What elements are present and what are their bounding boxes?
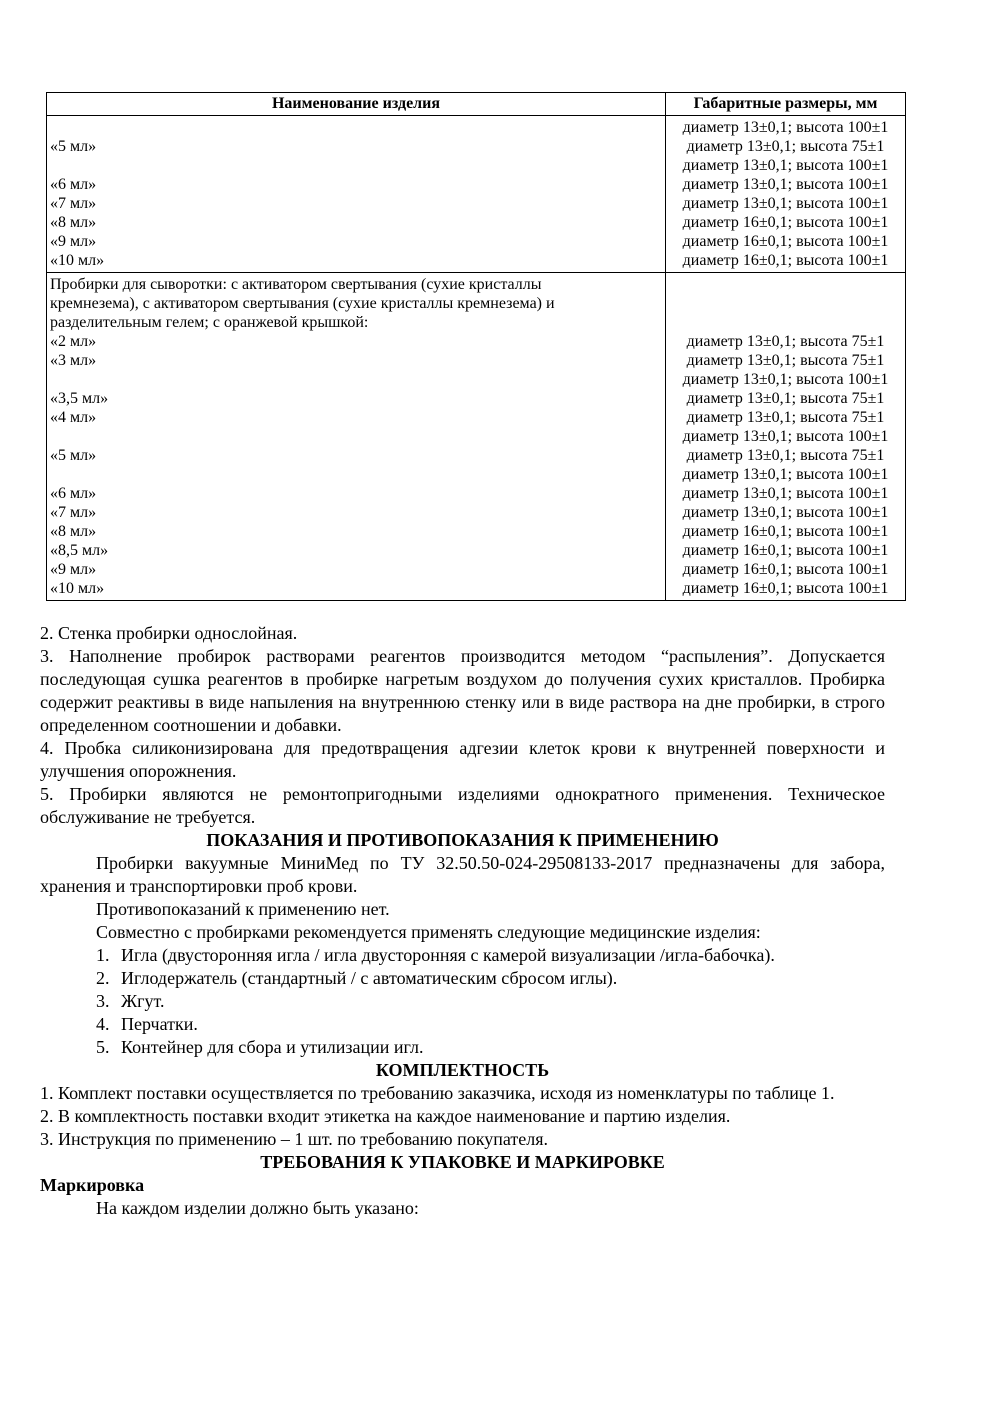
completeness-item-1: 1. Комплект поставки осуществляется по требованию заказчика, исходя из номенклатуры по таблице 1. xyxy=(40,1083,835,1103)
product-dimension-value: диаметр 16±0,1; высота 100±1 xyxy=(682,580,889,597)
product-volume-label: «6 мл» xyxy=(50,176,97,193)
product-volume-label: «8 мл» xyxy=(50,214,97,231)
companion-device-item xyxy=(96,990,885,1013)
product-volume-label: «3 мл» xyxy=(50,352,97,369)
product-volume-label: «6 мл» xyxy=(50,485,97,502)
packaging-heading: ТРЕБОВАНИЯ К УПАКОВКЕ И МАРКИРОВКЕ xyxy=(260,1152,665,1172)
product-dimension-value: диаметр 16±0,1; высота 100±1 xyxy=(682,542,889,559)
description-line: кремнезема), с активатором свертывания (сухие кристаллы кремнезема) и xyxy=(50,295,555,312)
product-dimension-value: диаметр 16±0,1; высота 100±1 xyxy=(682,233,889,250)
indications-contra: Противопоказаний к применению нет. xyxy=(96,899,390,919)
section1-sizes-column xyxy=(666,116,905,272)
product-dimension-value: диаметр 13±0,1; высота 75±1 xyxy=(686,409,885,426)
section2-sizes-column xyxy=(666,273,905,600)
table-section-1 xyxy=(47,116,905,272)
product-dimension-value: диаметр 13±0,1; высота 100±1 xyxy=(682,466,889,483)
table-header-dimensions: Габаритные размеры, мм xyxy=(693,95,878,112)
product-dimension-value: диаметр 13±0,1; высота 100±1 xyxy=(682,195,889,212)
product-dimension-value: диаметр 13±0,1; высота 75±1 xyxy=(686,138,885,155)
product-volume-label: «8,5 мл» xyxy=(50,542,109,559)
product-volume-label xyxy=(50,427,659,446)
note-stopper: 4. Пробка силиконизирована для предотвращения адгезии клеток крови к внутренней поверхности и улучшения опорожнения. xyxy=(40,738,885,781)
product-dimension-value: диаметр 13±0,1; высота 100±1 xyxy=(682,157,889,174)
product-volume-label: «9 мл» xyxy=(50,233,97,250)
completeness-heading: КОМПЛЕКТНОСТЬ xyxy=(375,1060,550,1080)
product-volume-label: «10 мл» xyxy=(50,580,105,597)
marking-subheading: Маркировка xyxy=(40,1175,145,1195)
section2-size-list xyxy=(668,332,903,598)
serum-tubes-description xyxy=(50,275,659,332)
companion-device-item xyxy=(96,944,885,967)
note-filling: 3. Наполнение пробирок растворами реагентов производится методом “распыления”. Допускается последующая сушка реагентов в пробирке нагретым воздухом до получения сухих кристаллов. Пробирка содержит реактивы в виде напыления на внутреннюю стенку или в виде раствора на дне пробирки, в строго определенном соотношении и добавки. xyxy=(40,646,885,735)
completeness-item-2: 2. В комплектность поставки входит этикетка на каждое наименование и партию изделия. xyxy=(40,1106,731,1126)
product-volume-label: «4 мл» xyxy=(50,409,97,426)
product-volume-label: «3,5 мл» xyxy=(50,390,109,407)
product-dimension-value: диаметр 13±0,1; высота 100±1 xyxy=(682,119,889,136)
document-body xyxy=(40,622,885,1220)
companion-device-item xyxy=(96,1036,885,1059)
table-section-2 xyxy=(47,272,905,600)
product-volume-label: «10 мл» xyxy=(50,252,105,269)
product-dimension-value: диаметр 13±0,1; высота 75±1 xyxy=(686,352,885,369)
list-item-number: 1. xyxy=(96,945,110,965)
product-volume-label xyxy=(50,465,659,484)
product-volume-label: «7 мл» xyxy=(50,195,97,212)
companion-device-item xyxy=(96,967,885,990)
indications-companion-intro: Совместно с пробирками рекомендуется применять следующие медицинские изделия: xyxy=(96,922,761,942)
list-item-text: Иглодержатель (стандартный / с автоматическим сбросом иглы). xyxy=(121,968,618,988)
product-dimension-value: диаметр 13±0,1; высота 100±1 xyxy=(682,504,889,521)
indications-heading: ПОКАЗАНИЯ И ПРОТИВОПОКАЗАНИЯ К ПРИМЕНЕНИЮ xyxy=(206,830,719,850)
product-volume-label: «5 мл» xyxy=(50,447,97,464)
product-dimension-value: диаметр 13±0,1; высота 75±1 xyxy=(686,447,885,464)
list-item-number: 4. xyxy=(96,1014,110,1034)
product-volume-label xyxy=(50,156,659,175)
sizes-column-spacer xyxy=(668,275,903,332)
product-volume-label xyxy=(50,370,659,389)
product-dimension-value: диаметр 13±0,1; высота 100±1 xyxy=(682,176,889,193)
product-dimension-value: диаметр 13±0,1; высота 100±1 xyxy=(682,485,889,502)
product-dimension-value: диаметр 13±0,1; высота 75±1 xyxy=(686,390,885,407)
product-volume-label xyxy=(50,118,659,137)
product-dimension-value: диаметр 16±0,1; высота 100±1 xyxy=(682,214,889,231)
product-dimension-value: диаметр 16±0,1; высота 100±1 xyxy=(682,252,889,269)
product-volume-label: «2 мл» xyxy=(50,333,97,350)
table-header-product-name: Наименование изделия xyxy=(47,93,666,115)
section2-volume-list xyxy=(50,332,659,598)
companion-device-item xyxy=(96,1013,885,1036)
list-item-number: 5. xyxy=(96,1037,110,1057)
product-dimensions-table xyxy=(46,92,906,601)
list-item-text: Игла (двусторонняя игла / игла двусторонняя с камерой визуализации /игла-бабочка). xyxy=(121,945,775,965)
product-dimension-value: диаметр 13±0,1; высота 75±1 xyxy=(686,333,885,350)
product-dimension-value: диаметр 13±0,1; высота 100±1 xyxy=(682,428,889,445)
product-volume-label: «5 мл» xyxy=(50,138,97,155)
product-volume-label: «7 мл» xyxy=(50,504,97,521)
product-volume-label: «9 мл» xyxy=(50,561,97,578)
description-line: разделительным гелем; с оранжевой крышкой: xyxy=(50,314,369,331)
product-dimension-value: диаметр 13±0,1; высота 100±1 xyxy=(682,371,889,388)
section2-names-column xyxy=(47,273,666,600)
list-item-number: 3. xyxy=(96,991,110,1011)
list-item-text: Контейнер для сбора и утилизации игл. xyxy=(121,1037,424,1057)
product-dimension-value: диаметр 16±0,1; высота 100±1 xyxy=(682,561,889,578)
table-header-row xyxy=(47,93,905,116)
note-single-use: 5. Пробирки являются не ремонтопригодными изделиями однократного применения. Техническое обслуживание не требуется. xyxy=(40,784,885,827)
list-item-number: 2. xyxy=(96,968,110,988)
list-item-text: Жгут. xyxy=(121,991,165,1011)
note-wall: 2. Стенка пробирки однослойная. xyxy=(40,623,298,643)
product-dimension-value: диаметр 16±0,1; высота 100±1 xyxy=(682,523,889,540)
list-item-text: Перчатки. xyxy=(121,1014,198,1034)
description-line: Пробирки для сыворотки: с активатором свертывания (сухие кристаллы xyxy=(50,276,542,293)
product-volume-label: «8 мл» xyxy=(50,523,97,540)
completeness-item-3: 3. Инструкция по применению – 1 шт. по требованию покупателя. xyxy=(40,1129,548,1149)
indications-purpose: Пробирки вакуумные МиниМед по ТУ 32.50.50-024-29508133-2017 предназначены для забора, хранения и транспортировки проб крови. xyxy=(40,853,885,896)
section1-names-column xyxy=(47,116,666,272)
companion-devices-list xyxy=(40,944,885,1059)
marking-intro: На каждом изделии должно быть указано: xyxy=(96,1198,419,1218)
